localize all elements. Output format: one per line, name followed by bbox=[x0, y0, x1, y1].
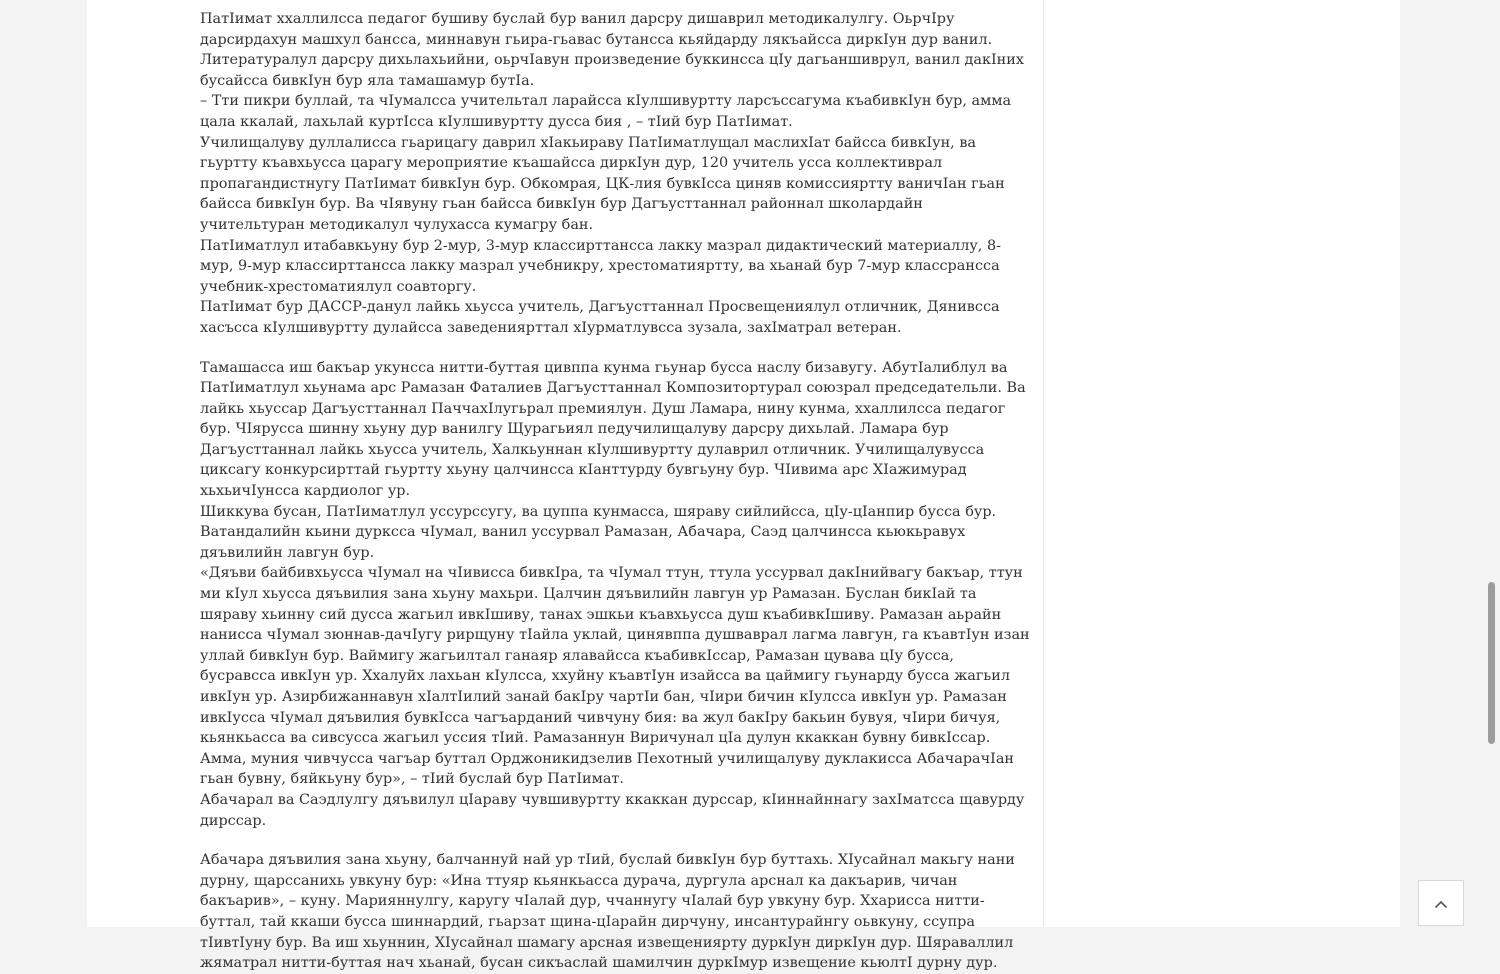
sidebar-divider bbox=[1043, 0, 1044, 927]
article-paragraph-4: ПатIиматлул итабавкьуну бур 2-мур, 3-мур классирттансса лакку мазрал дидактический материаллу, 8-мур, 9-мур классирттансса лакку мазрал учебникру, хрестоматияртту, ва хьанай бур 7-мур классрансса учебник-хрестоматиялул соавторгу. bbox=[200, 237, 1001, 295]
article-paragraph-3: Училищалуву дуллалисса гьарицагу даврил хIакьираву ПатIиматлущал маслихIат байсса бивкIун, ва гьуртту къавхьусса царагу мероприятие къашайсса диркIун дур, 120 учитель усса коллективрал пропагандистнугу ПатIимат бивкIун бур. Обкомрая, ЦК-лия бувкIсса циняв комиссияртту ваничIан гьан байсса бивкIун бур. Ва чIявуну гьан байсса бивкIун бур Дагъусттаннал районнал школардайн учительтуран методикалул чулухасса кумагру бан. bbox=[200, 134, 1005, 233]
article-paragraph-9: Абачарал ва Саэдлулгу дяъвилул цIараву чувшивуртту ккаккан дурссар, кIиннайннагу захIматсса щавурду дирссар. bbox=[200, 791, 1025, 829]
article-paragraph-5: ПатIимат бур ДАССР-данул лайкь хьусса учитель, Дагъусттаннал Просвещениялул отличник, Дянивсса хасъсса кIулшивуртту дулайсса заведениярттал хIурматлувсса зузала, захIматрал ветеран. bbox=[200, 299, 1000, 336]
article-paragraph-8: «Дяъви байбивхьусса чIумал на чIивисса бивкIра, та чIумал ттун, ттула уссурвал дакIнийвагу бакъар, ттун ми кIул хьусса дяъвилия зана хьуну махьри. Цалчин дяъвилийн лавгун ур Рамазан. Буслан бикIай та шяраву хьинну сий дусса жагьил ивкIшиву, танах эшкьи къавхьусса душ къабивкIшиву. Рамазан аьрайн нанисса чIумал зюннав-дачIугу рирщуну тIайла уклай, цинявппа душваврал лагма лавгун, га къавтIун изан уллай бивкIун бур. Ваймигу жагьилтал ганаяр ялавайсса къабивкIссар, Рамазан цувава цIу бусса, бусравсса ивкIун ур. Ххалуйх лахьан кIулсса, ххуйну къавтIун изайсса ва цаймигу гьунарду бусса жагьил ивкIун ур. Азирбижаннавун хIалтIилий занай бакIру чартIи бан, чIири бичин кIулсса ивкIун ур. Рамазан ивкIусса чIумал дяъвилия бувкIсса чагъарданий чивчуну бия: ва жул бакIру бакьин бувуя, чIири бичуя, кьянкьасса ва сивсусса жагьил уссия тIий. Рамазаннун Виричунал цIа дулун ккаккан бувну бивкIссар. Амма, муния чивчусса чагъар буттал Орджоникидзелив Пехотный училищалуву дуклакисса АбачарачIан гьан бувну, бяйкьуну бур», – тIий буслай бур ПатIимат. bbox=[200, 565, 1030, 788]
back-to-top-button[interactable] bbox=[1418, 880, 1464, 926]
article-paragraph-6: Тамашасса иш бакъар укунсса нитти-буттая цивппа кунма гьунар бусса наслу бизавугу. АбутIалиблул ва ПатIиматлул хьунама арс Рамазан Фаталиев Дагъусттаннал Композитортурал союзрал председательли. Ва лайкь хьуссар Дагъусттаннал ПаччахIлугьрал премиялун. Душ Ламара, нину кунма, ххаллилсса педагог бур. ЧIяруссa шинну хьуну дур ванилгу Щурагьиял педучилищалуву дарсру дихьлай. Ламара бур Дагъусттаннал лайкь хьусса учитель, Халкьуннан кIулшивуртту дулаврил отличник. Училищалувусса циксагу конкурсирттай гьуртту хьуну цалчинсса кIанттурду бувгьуну бур. ЧIивима арс ХIажимурад хьхьичIунсса кардиолог ур. bbox=[200, 359, 1026, 500]
article-body bbox=[200, 9, 1030, 974]
chevron-up-icon bbox=[1434, 894, 1448, 913]
article-paragraph-7: Шиккува бусан, ПатIиматлул уссурссугу, ва цуппа кунмасса, шяраву сийлийсса, цIу-цIанпир бусса бур. Ватандалийн кьини дурксса чIумал, ванил уссурвал Рамазан, Абачара, Саэд цалчинсса кьюкьравух дяъвилийн лавгун бур. bbox=[200, 503, 997, 561]
scrollbar-track[interactable] bbox=[1483, 0, 1500, 927]
article-paragraph-2: – Тти пикри буллай, та чIумалсса учительтал ларайсса кIулшивуртту ларсъссагума къабивкIун бур, амма цала ккалай, лахьлай куртIсса кIулшивуртту дусса бия , – тIий бур ПатIимат. bbox=[200, 93, 1012, 130]
article-paragraph-1: ПатIимат ххаллилсса педагог бушиву буслай бур ванил дарсру дишаврил методикалулгу. ОьрчIру дарсирдахун машхул бансса, миннавун гьира-гьавас бутансса кьяйдарду лякъайсса диркIун дур ванил. Литературалул дарсру дихьлахьийни, оьрчIавун произведение буккинсса цIу дагьаншиврул, ванил дакIних бусайсса бивкIун бур яла тамашамур бутIа. bbox=[200, 11, 1024, 89]
scrollbar-thumb[interactable] bbox=[1488, 582, 1495, 744]
paragraph-spacer bbox=[200, 831, 1030, 850]
paragraph-spacer bbox=[200, 339, 1030, 358]
article-paragraph-10: Абачара дяъвилия зана хьуну, балчаннуй най ур тIий, буслай бивкIун бур буттахь. ХIусайнал макьгу нани дурну, щарссанихь увкуну бур: «Ина ттуяр кьянкьасса дурача, дургула арснал ка дакъарив, чичан бакъарив», – куну. Марияннулгу, каругу чIалай дур, ччаннугу чIалай бур увкуну бур. Ххарисса нитти-буттал, тай ккаши бусса шиннардий, гьарзат щина-цIарайн дирчуну, инсантурайнгу оьвкуну, ссупра тIивтIуну бур. Ва иш хьуннин, ХIусайнал шамагу арсная извещениярту дуркIун диркIун дур. Шяраваллил жяматрал нитти-буттая нач хьанай, бусан сикъаслай шамилчин дуркIмур извещение кьюлтI дурну дур. bbox=[200, 852, 1015, 972]
